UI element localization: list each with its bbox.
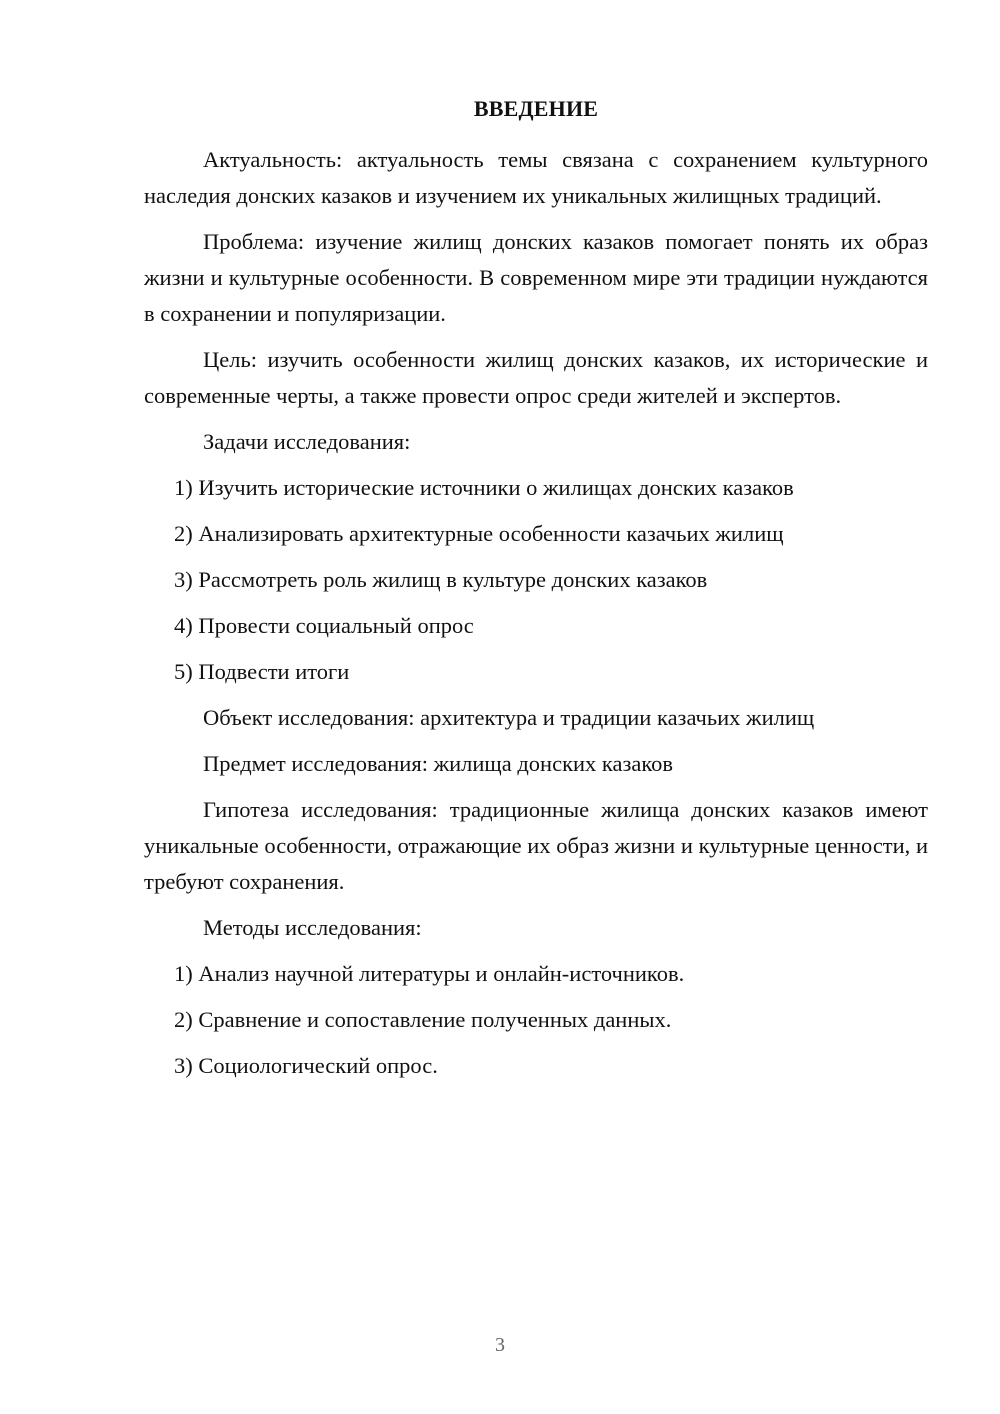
page-number: 3 — [495, 1334, 505, 1356]
task-item-2: 2) Анализировать архитектурные особенности казачьих жилищ — [174, 521, 784, 546]
research-subject: Предмет исследования: жилища донских казаков — [203, 751, 674, 776]
task-item-5: 5) Подвести итоги — [174, 659, 350, 684]
page-content — [144, 92, 928, 1094]
research-hypothesis: Гипотеза исследования: традиционные жилища донских казаков имеют уникальные особенности, отражающие их образ жизни и культурные ценности, и требуют сохранения. — [144, 797, 928, 894]
research-object: Объект исследования: архитектура и традиции казачьих жилищ — [203, 705, 815, 730]
relevance-paragraph: Актуальность: актуальность темы связана с сохранением культурного наследия донских казаков и изучением их уникальных жилищных традиций. — [144, 147, 928, 208]
methods-heading: Методы исследования: — [203, 915, 422, 940]
problem-paragraph: Проблема: изучение жилищ донских казаков помогает понять их образ жизни и культурные особенности. В современном мире эти традиции нуждаются в сохранении и популяризации. — [144, 229, 928, 326]
task-item-3: 3) Рассмотреть роль жилищ в культуре донских казаков — [174, 567, 708, 592]
method-item-1: 1) Анализ научной литературы и онлайн-источников. — [174, 961, 685, 986]
tasks-heading: Задачи исследования: — [203, 429, 411, 454]
method-item-2: 2) Сравнение и сопоставление полученных данных. — [174, 1007, 672, 1032]
goal-paragraph: Цель: изучить особенности жилищ донских казаков, их исторические и современные черты, а также провести опрос среди жителей и экспертов. — [144, 347, 928, 408]
task-item-1: 1) Изучить исторические источники о жилищах донских казаков — [174, 475, 794, 500]
task-item-4: 4) Провести социальный опрос — [174, 613, 474, 638]
method-item-3: 3) Социологический опрос. — [174, 1053, 438, 1078]
document-title: ВВЕДЕНИЕ — [473, 96, 599, 121]
